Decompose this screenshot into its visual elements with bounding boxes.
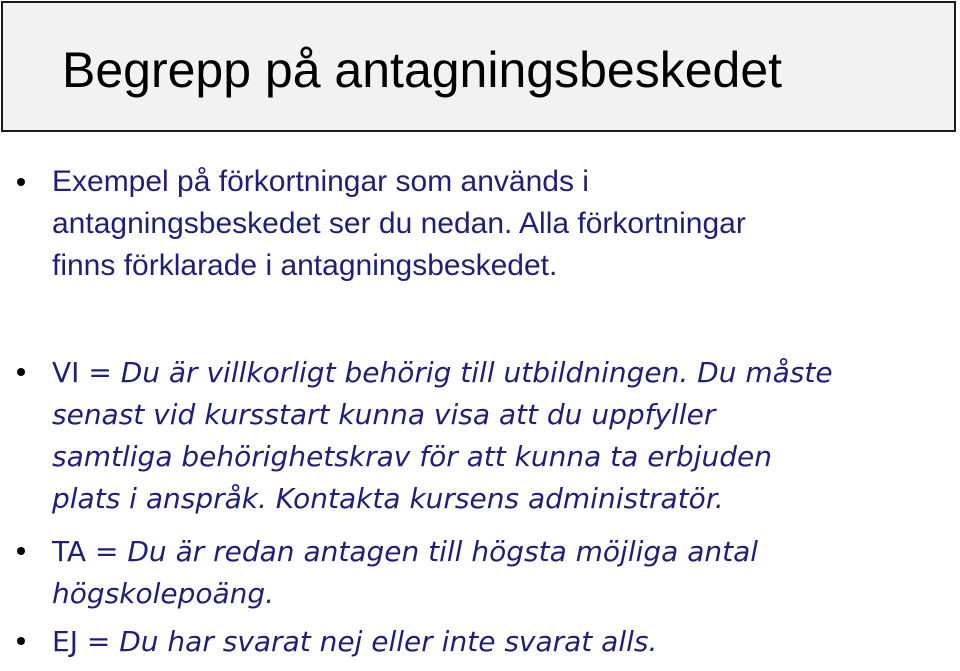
abbreviation-code: TA = xyxy=(52,535,128,568)
abbreviation-code: EJ = xyxy=(52,625,120,658)
bullet-text xyxy=(52,531,952,615)
text-line: antagningsbeskedet ser du nedan. Alla förkortningar xyxy=(52,207,746,240)
definition-text: Du är villkorligt behörig till utbildningen. Du måste xyxy=(120,356,833,389)
text-line: Exempel på förkortningar som används i xyxy=(52,165,589,198)
bullet-dot-icon xyxy=(17,178,25,186)
slide-title: Begrepp på antagningsbeskedet xyxy=(62,42,783,98)
bullet-dot-icon xyxy=(17,637,25,645)
text-line xyxy=(52,531,952,573)
text-line: högskolepoäng. xyxy=(52,577,275,610)
bullet-text xyxy=(52,352,952,520)
definition-text: Du är redan antagen till högsta möjliga antal xyxy=(127,535,759,568)
text-line: plats i anspråk. Kontakta kursens administratör. xyxy=(52,482,724,515)
abbreviation-code: VI = xyxy=(52,356,121,389)
bullet-dot-icon xyxy=(17,368,25,376)
bullet-text xyxy=(52,621,952,663)
bullet-text xyxy=(52,161,952,287)
text-line: senast vid kursstart kunna visa att du uppfyller xyxy=(52,398,716,431)
bullet-dot-icon xyxy=(17,547,25,555)
text-line xyxy=(52,352,952,394)
definition-text: Du har svarat nej eller inte svarat alls. xyxy=(119,625,658,658)
text-line: samtliga behörighetskrav för att kunna ta erbjuden xyxy=(52,440,772,473)
text-line: finns förklarade i antagningsbeskedet. xyxy=(52,249,558,282)
text-line xyxy=(52,621,952,663)
